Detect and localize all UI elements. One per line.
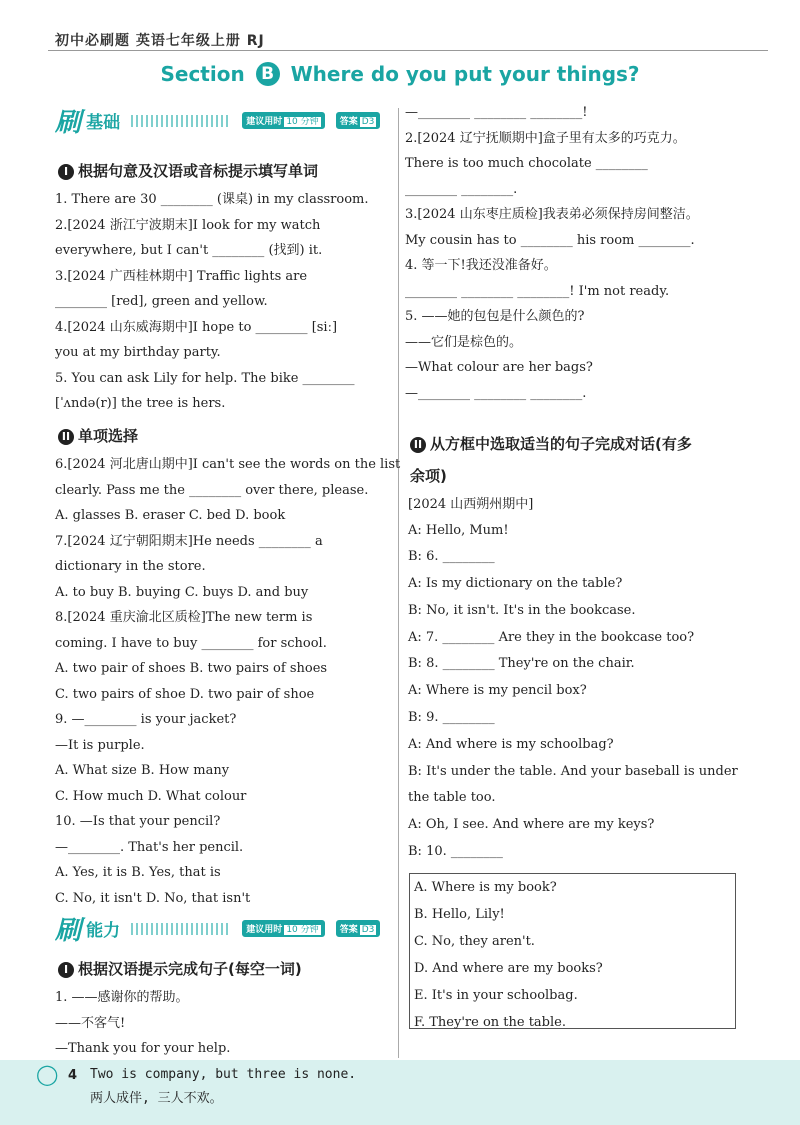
answer-label: 答案 [339, 925, 358, 935]
option-item: B. Hello, Lily! [414, 907, 505, 922]
dialogue-line: [2024 山西朔州期中] [408, 497, 534, 512]
section-heading-text: 单项选择 [78, 427, 139, 445]
question-line: 1. There are 30 ________ (课桌) in my classroom. [55, 192, 369, 207]
section-heading-text: 根据汉语提示完成句子(每空一词) [78, 960, 302, 978]
question-line: A. Yes, it is B. Yes, that is [55, 865, 221, 880]
question-line: 6.[2024 河北唐山期中]I can't see the words on the list [55, 457, 401, 472]
question-line: clearly. Pass me the ________ over there, please. [55, 482, 369, 498]
balloon-icon: ◯ [36, 1062, 59, 1086]
dialogue-line: A: Is my dictionary on the table? [408, 576, 623, 592]
question-line: A. two pair of shoes B. two pairs of shoes [55, 661, 328, 676]
dialogue-line: A: Oh, I see. And where are my keys? [408, 817, 655, 833]
option-item: A. Where is my book? [414, 880, 557, 895]
question-line: 10. —Is that your pencil? [55, 814, 221, 829]
dialogue-line: A: Where is my pencil box? [408, 683, 587, 699]
question-line: ——它们是棕色的。 [405, 334, 523, 350]
question-line: —________. That's her pencil. [55, 839, 244, 855]
dialogue-line: A: 7. ________ Are they in the bookcase too? [408, 629, 695, 645]
banner-basic-a: 刷 [55, 108, 82, 138]
question-line: ________ [red], green and yellow. [55, 294, 268, 309]
question-line: 5. You can ask Lily for help. The bike ________ [55, 370, 355, 386]
question-line: [ˈʌndə(r)] the tree is hers. [55, 396, 226, 411]
question-line: 2.[2024 浙江宁波期末]I look for my watch [55, 217, 321, 233]
question-line: —It is purple. [55, 737, 145, 753]
banner-dots [131, 115, 231, 127]
question-line: There is too much chocolate ________ [405, 156, 648, 171]
question-line: ________ ________ ________! I'm not ready. [405, 283, 670, 299]
question-line: —What colour are her bags? [405, 360, 593, 375]
dialogue-line: B: 10. ________ [408, 844, 503, 860]
question-line: 3.[2024 广西桂林期中] Traffic lights are [55, 268, 308, 284]
banner-ability-b: 能力 [86, 921, 121, 941]
section-number: I [58, 164, 74, 180]
header-text: 初中必刷题 英语七年级上册 RJ [55, 33, 265, 49]
question-line: dictionary in the store. [55, 559, 206, 574]
question-line: coming. I have to buy ________ for school. [55, 635, 327, 651]
banner-dots [131, 923, 231, 935]
question-block-3 [55, 985, 230, 1062]
question-line: 1. ——感谢你的帮助。 [55, 990, 189, 1005]
time-tag [242, 920, 324, 937]
option-item: E. It's in your schoolbag. [414, 988, 578, 1003]
section-heading-2 [58, 425, 138, 446]
dialogue-line: A: Hello, Mum! [408, 522, 509, 538]
time-value: 10 分钟 [286, 117, 319, 127]
title-prefix: Section [160, 62, 245, 86]
question-line: 4. 等一下!我还没准备好。 [405, 258, 557, 273]
time-value: 10 分钟 [286, 925, 319, 935]
section-heading-4 [410, 433, 692, 454]
answer-tag [336, 112, 381, 129]
dialogue-line: B: 6. ________ [408, 549, 495, 565]
question-line: 2.[2024 辽宁抚顺期中]盒子里有太多的巧克力。 [405, 130, 686, 146]
question-block-4 [405, 100, 699, 406]
question-line: everywhere, but I can't ________ (找到) it. [55, 243, 323, 258]
question-line: A. What size B. How many [55, 763, 230, 778]
time-label: 建议用时 [246, 925, 283, 935]
banner-ability [55, 910, 380, 946]
question-line: —________ ________ ________. [405, 385, 587, 401]
question-line: —Thank you for your help. [55, 1041, 231, 1056]
section-number: II [410, 437, 426, 453]
question-line: you at my birthday party. [55, 345, 221, 360]
section-heading-text: 从方框中选取适当的句子完成对话(有多 [430, 435, 692, 453]
section-heading-text: 根据句意及汉语或音标提示填写单词 [78, 162, 319, 180]
section-heading-4-cont: 余项) [410, 467, 447, 485]
option-item: D. And where are my books? [414, 961, 603, 976]
question-line: C. two pairs of shoe D. two pair of shoe [55, 686, 315, 702]
answer-value: D3 [361, 117, 375, 127]
question-block-2 [55, 452, 400, 911]
dialogue-line: B: 8. ________ They're on the chair. [408, 656, 635, 672]
banner-basic [55, 102, 380, 138]
dialogue-line: B: 9. ________ [408, 710, 495, 726]
footer-proverb-cn: 两人成伴, 三人不欢。 [90, 1091, 223, 1106]
question-line: 3.[2024 山东枣庄质检]我表弟必须保持房间整洁。 [405, 207, 699, 222]
section-title [0, 62, 800, 86]
question-line: ——不客气! [55, 1015, 126, 1031]
question-line: C. No, it isn't D. No, that isn't [55, 890, 251, 906]
banner-ability-a: 刷 [55, 916, 82, 946]
time-label: 建议用时 [246, 117, 283, 127]
question-line: C. How much D. What colour [55, 788, 247, 804]
dialogue-line: the table too. [408, 790, 496, 806]
option-item: F. They're on the table. [414, 1015, 566, 1030]
question-line: 4.[2024 山东威海期中]I hope to ________ [siː] [55, 319, 338, 335]
answer-label: 答案 [339, 117, 358, 127]
answer-tag [336, 920, 381, 937]
dialogue-line: A: And where is my schoolbag? [408, 736, 614, 752]
question-line: My cousin has to ________ his room ________. [405, 232, 695, 248]
title-badge: B [256, 62, 280, 86]
dialogue-block [408, 492, 738, 866]
footer-proverb-en: Two is company, but three is none. [90, 1067, 357, 1082]
options-box [409, 873, 736, 1029]
question-line: —________ ________ ________! [405, 105, 588, 120]
section-number: II [58, 429, 74, 445]
question-line: A. glasses B. eraser C. bed D. book [55, 508, 286, 523]
question-line: A. to buy B. buying C. buys D. and buy [55, 584, 309, 600]
banner-basic-b: 基础 [86, 113, 121, 133]
title-text: Where do you put your things? [290, 62, 640, 86]
question-line: 5. ——她的包包是什么颜色的? [405, 309, 585, 324]
question-line: ________ ________. [405, 181, 518, 197]
question-line: 8.[2024 重庆渝北区质检]The new term is [55, 610, 313, 625]
section-heading-1 [58, 160, 318, 181]
dialogue-line: B: It's under the table. And your baseball is under [408, 763, 738, 779]
section-number: I [58, 962, 74, 978]
dialogue-line: B: No, it isn't. It's in the bookcase. [408, 602, 636, 618]
question-line: 7.[2024 辽宁朝阳期末]He needs ________ a [55, 533, 323, 549]
time-tag [242, 112, 324, 129]
option-item: C. No, they aren't. [414, 934, 535, 949]
page-number: 4 [68, 1068, 78, 1083]
answer-value: D3 [361, 925, 375, 935]
header-rule [48, 50, 768, 51]
section-heading-3 [58, 958, 302, 979]
question-line: 9. —________ is your jacket? [55, 712, 237, 727]
question-block-1 [55, 187, 369, 417]
